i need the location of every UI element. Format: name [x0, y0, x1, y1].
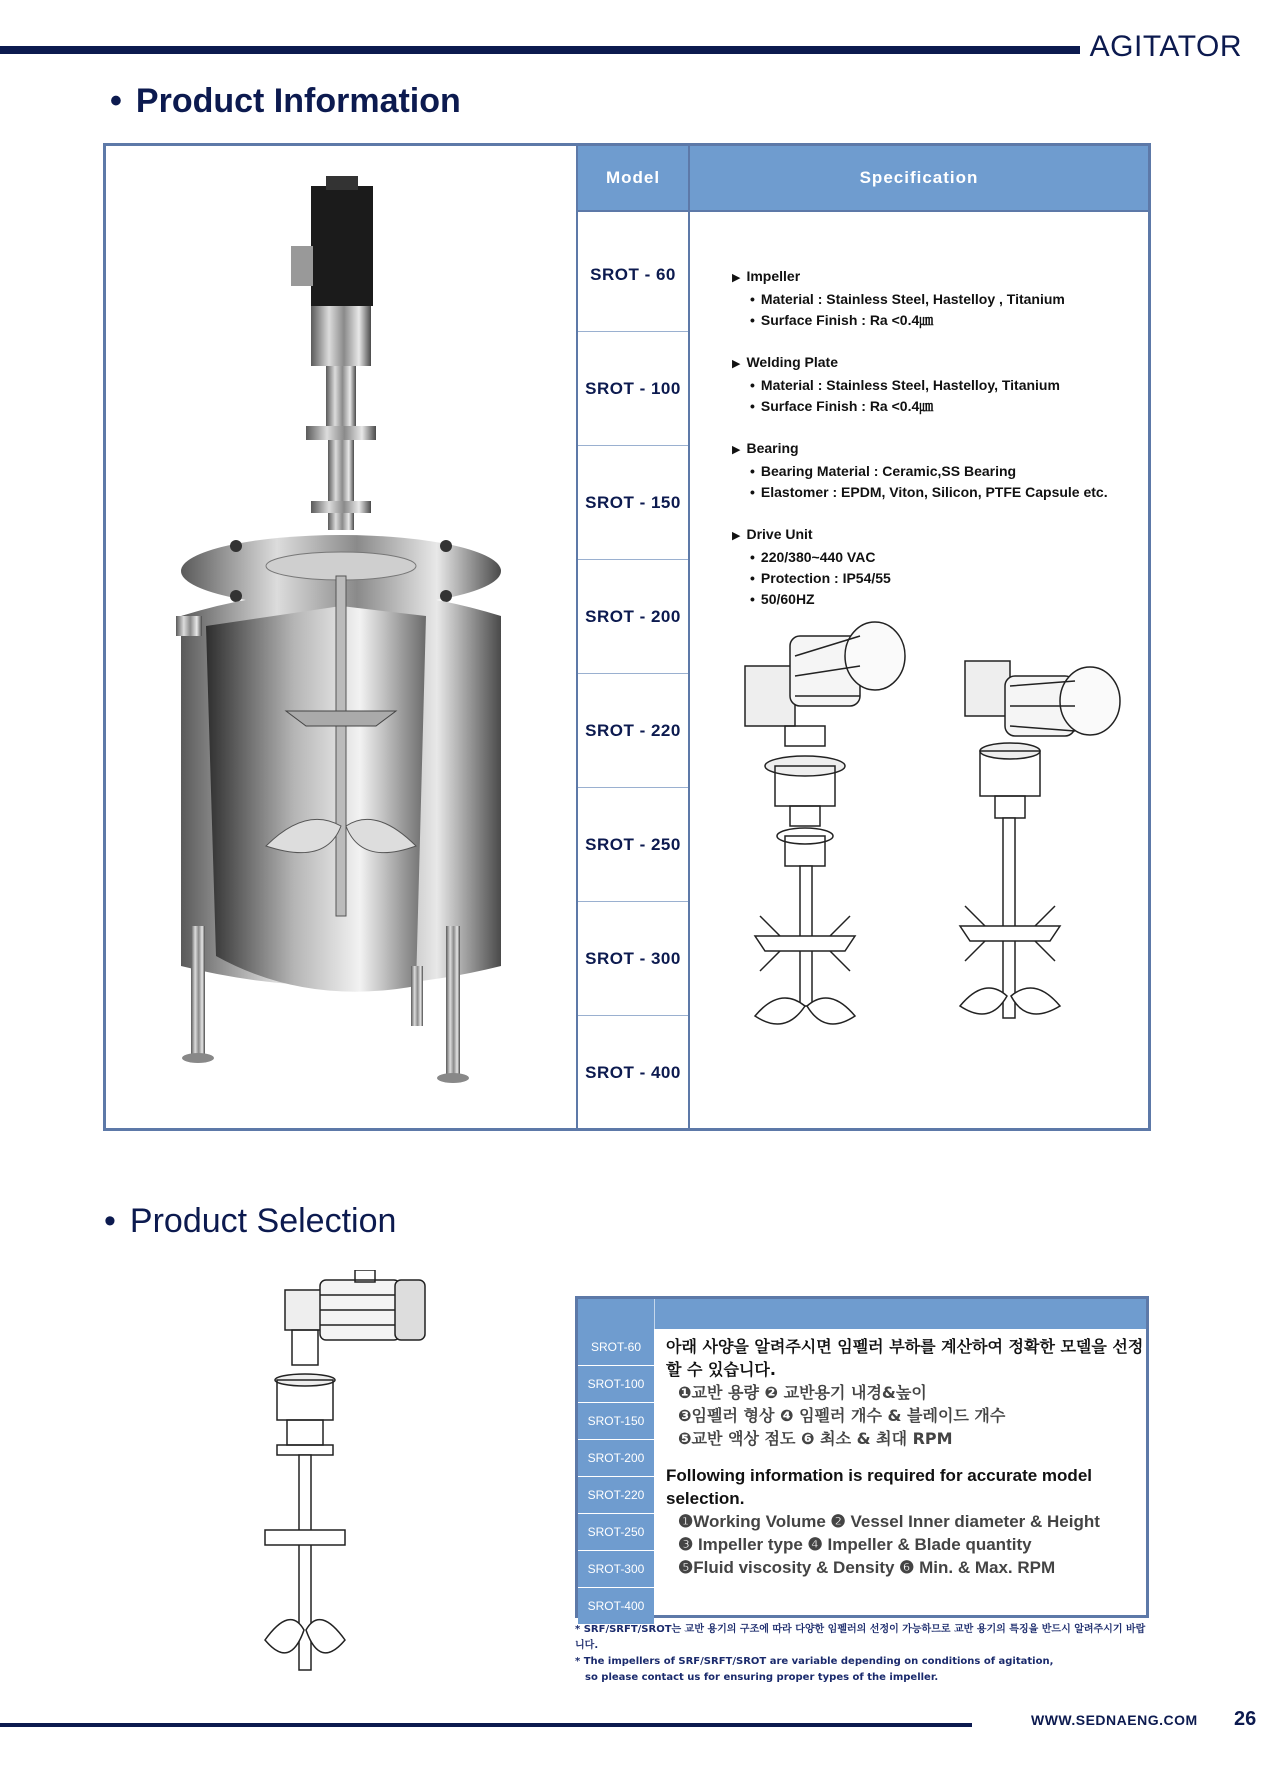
en-item: ❸ Impeller type ❹ Impeller & Blade quantity [678, 1535, 1032, 1554]
section-title-text: Product Selection [129, 1202, 397, 1240]
spec-heading: ▶ Drive Unit [732, 524, 1142, 547]
model-cell: SROT - 200 [578, 560, 688, 674]
model-cell: SROT - 220 [578, 674, 688, 788]
bottom-rule [0, 1723, 972, 1727]
en-item: ❶Working Volume ❷ Vessel Inner diameter & Height [678, 1512, 1100, 1531]
spec-heading: ▶ Impeller [732, 266, 1142, 289]
selection-instructions [666, 1335, 1144, 1579]
ko-item: ❶교반 용량 ❷ 교반용기 내경&높이 [678, 1383, 927, 1402]
spec-group-drive-unit [732, 524, 1142, 610]
ko-intro: 아래 사양을 알려주시면 임펠러 부하를 계산하여 정확한 모델을 선정할 수 있습니다. [666, 1337, 1144, 1379]
model-cell: SROT - 60 [578, 218, 688, 332]
ko-item: ❺교반 액상 점도 ❻ 최소 & 최대 RPM [678, 1429, 953, 1448]
model-cell: SROT - 400 [585, 1063, 681, 1082]
model-cell: SROT - 250 [578, 788, 688, 902]
agitator-tank-illustration [106, 146, 576, 1128]
section-title-product-information [110, 82, 461, 121]
ko-item: ❸임펠러 형상 ❹ 임펠러 개수 & 블레이드 개수 [678, 1406, 1006, 1425]
spec-item: • Protection : IP54/55 [732, 568, 1142, 589]
spec-heading: ▶ Bearing [732, 438, 1142, 461]
bullet: • [104, 1202, 116, 1240]
selection-model-cell: SROT-60 [578, 1329, 654, 1366]
spec-group-bearing [732, 438, 1142, 503]
note-line: * The impellers of SRF/SRFT/SROT are variable depending on conditions of agitation, [575, 1656, 1054, 1667]
selection-model-cell: SROT-100 [578, 1366, 654, 1403]
specification-header: Specification [690, 146, 1148, 212]
specification-text [732, 266, 1142, 631]
model-cell: SROT - 100 [578, 332, 688, 446]
spec-heading: ▶ Welding Plate [732, 352, 1142, 375]
spec-item: • Material : Stainless Steel, Hastelloy , Titanium [732, 289, 1142, 310]
top-rule [0, 46, 1080, 54]
selection-model-cell: SROT-400 [578, 1588, 654, 1625]
spec-item: • Bearing Material : Ceramic,SS Bearing [732, 461, 1142, 482]
bullet: • [110, 82, 122, 120]
model-list [578, 218, 688, 1130]
agitator-line-drawing [260, 1270, 460, 1680]
product-selection-table [575, 1296, 1149, 1618]
specification-column [688, 146, 1148, 1128]
spec-group-impeller [732, 266, 1142, 331]
spec-item: • 220/380~440 VAC [732, 547, 1142, 568]
note-line: so please contact us for ensuring proper types of the impeller. [585, 1672, 939, 1683]
en-item: ❺Fluid viscosity & Density ❻ Min. & Max. RPM [678, 1558, 1056, 1577]
selection-model-cell: SROT-250 [578, 1514, 654, 1551]
model-cell: SROT - 150 [578, 446, 688, 560]
selection-model-cell: SROT-200 [578, 1440, 654, 1477]
en-intro: Following information is required for accurate model selection. [666, 1466, 1092, 1508]
note-line: * SRF/SRFT/SROT는 교반 용기의 구조에 따라 다양한 임펠러의 선정이 가능하므로 교반 용기의 특징을 반드시 알려주시기 바랍니다. [575, 1624, 1146, 1651]
spec-item: • 50/60HZ [732, 589, 1142, 610]
model-cell: SROT - 300 [578, 902, 688, 1016]
product-information-table [103, 143, 1151, 1131]
spec-item: • Surface Finish : Ra <0.4㎛ [732, 310, 1142, 331]
selection-model-cell: SROT-300 [578, 1551, 654, 1588]
section-title-product-selection [104, 1202, 396, 1241]
spec-item: • Elastomer : EPDM, Viton, Silicon, PTFE Capsule etc. [732, 482, 1142, 503]
spec-item: • Surface Finish : Ra <0.4㎛ [732, 396, 1142, 417]
section-title-text: Product Information [135, 82, 461, 120]
spec-group-welding-plate [732, 352, 1142, 417]
selection-notes [575, 1622, 1149, 1686]
footer-url[interactable]: WWW.SEDNAENG.COM [1031, 1712, 1198, 1728]
model-header: Model [578, 146, 688, 212]
selection-table-header [578, 1299, 1146, 1329]
agitator-drive-drawings [735, 606, 1145, 1046]
selection-model-cell: SROT-220 [578, 1477, 654, 1514]
spec-item: • Material : Stainless Steel, Hastelloy, Titanium [732, 375, 1142, 396]
selection-model-list [578, 1329, 654, 1625]
brand-title: AGITATOR [1089, 30, 1242, 63]
model-column [576, 146, 688, 1128]
page-number: 26 [1234, 1708, 1257, 1730]
selection-model-cell: SROT-150 [578, 1403, 654, 1440]
